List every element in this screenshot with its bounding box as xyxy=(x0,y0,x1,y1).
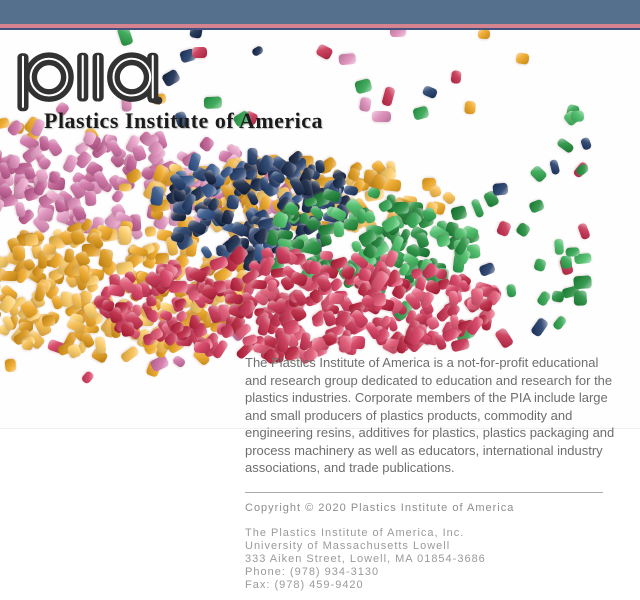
resin-pellet xyxy=(171,354,186,369)
about-text xyxy=(245,354,637,477)
resin-pellet xyxy=(428,185,442,199)
resin-pellet xyxy=(372,111,391,122)
resin-pellet xyxy=(529,165,548,184)
resin-pellet xyxy=(37,207,54,222)
resin-pellet xyxy=(450,338,470,353)
resin-pellet xyxy=(530,317,549,338)
about-line: and research group dedicated to education and research for the xyxy=(245,372,613,388)
resin-pellet xyxy=(556,137,575,154)
resin-pellet xyxy=(451,206,468,222)
resin-pellet xyxy=(72,293,82,310)
resin-pellet xyxy=(549,158,561,175)
resin-pellet xyxy=(62,154,79,174)
about-line: and small producers of plastics products, commodity and xyxy=(245,407,573,423)
resin-pellet xyxy=(553,239,563,255)
resin-pellet xyxy=(389,30,405,37)
resin-pellet xyxy=(551,314,567,330)
content-column xyxy=(245,354,637,592)
resin-pellet xyxy=(302,239,322,255)
resin-pellet xyxy=(421,85,437,99)
about-line: The Plastics Institute of America is a not-for-profit educational xyxy=(245,355,599,370)
resin-pellet xyxy=(144,226,156,237)
resin-pellet xyxy=(198,136,216,154)
resin-pellet xyxy=(412,105,430,121)
address-line: The Plastics Institute of America, Inc. xyxy=(245,526,465,539)
resin-pellet xyxy=(354,78,373,95)
resin-pellet xyxy=(339,335,352,353)
resin-pellet xyxy=(580,137,593,151)
resin-pellet xyxy=(493,183,509,196)
resin-pellet xyxy=(342,218,358,232)
resin-pellet xyxy=(350,336,365,350)
resin-pellet xyxy=(537,290,553,307)
resin-pellet xyxy=(259,177,268,192)
resin-pellet xyxy=(529,198,546,213)
resin-pellet xyxy=(478,261,496,276)
resin-pellet xyxy=(21,339,33,351)
resin-pellet xyxy=(267,279,277,291)
about-line: engineering resins, additives for plastics, plastics packaging and xyxy=(245,425,615,440)
logo-tagline: Plastics Institute of America xyxy=(44,108,324,133)
resin-pellet xyxy=(54,198,66,213)
resin-pellet xyxy=(574,291,587,307)
resin-pellet xyxy=(494,327,514,349)
resin-pellet xyxy=(17,246,26,260)
address-line: Phone: (978) 934-3130 xyxy=(245,565,380,578)
resin-pellet xyxy=(515,221,532,238)
address-line: 333 Aiken Street, Lowell, MA 01854-3686 xyxy=(245,552,486,565)
resin-pellet xyxy=(120,345,140,364)
resin-pellet xyxy=(94,336,106,354)
address-block xyxy=(245,527,637,592)
resin-pellet xyxy=(39,136,49,152)
pia-logo-mark xyxy=(14,42,166,114)
resin-pellet xyxy=(24,232,39,246)
resin-pellet xyxy=(394,201,409,214)
resin-pellet xyxy=(193,341,209,353)
resin-pellet xyxy=(246,148,257,165)
resin-pellet xyxy=(464,100,476,113)
pia-logo[interactable] xyxy=(14,42,344,134)
resin-pellet xyxy=(150,186,164,206)
resin-pellet xyxy=(111,189,125,204)
about-line: process machinery as well as educators, international industry xyxy=(245,442,603,458)
top-header-bar xyxy=(0,0,640,24)
resin-pellet xyxy=(515,53,529,66)
resin-pellet xyxy=(451,70,462,84)
resin-pellet xyxy=(329,293,344,304)
resin-pellet xyxy=(565,247,579,256)
resin-pellet xyxy=(357,208,365,223)
resin-pellet xyxy=(359,96,372,112)
resin-pellet xyxy=(146,295,157,307)
resin-pellet xyxy=(121,322,136,338)
resin-pellet xyxy=(571,111,584,123)
resin-pellet xyxy=(551,290,564,303)
resin-pellet xyxy=(334,221,345,237)
resin-pellet xyxy=(478,30,491,39)
resin-pellet xyxy=(250,279,267,289)
address-line: Fax: (978) 459-9420 xyxy=(245,578,364,591)
resin-pellet xyxy=(85,191,97,207)
resin-pellet xyxy=(276,247,290,265)
resin-pellet xyxy=(189,30,203,39)
resin-pellet xyxy=(49,171,61,184)
resin-pellet xyxy=(225,194,239,210)
resin-pellet xyxy=(448,290,458,306)
copyright-text: Copyright © 2020 Plastics Institute of America xyxy=(245,501,515,514)
resin-pellet xyxy=(533,258,547,273)
resin-pellet xyxy=(561,255,572,269)
resin-pellet xyxy=(496,220,512,237)
resin-pellet xyxy=(78,265,89,284)
resin-pellet xyxy=(119,183,132,192)
resin-pellet xyxy=(81,370,95,385)
resin-pellet xyxy=(470,198,485,219)
resin-pellet xyxy=(577,222,591,240)
resin-pellet xyxy=(4,359,16,373)
resin-pellet xyxy=(506,284,516,298)
address-line: University of Massachusetts Lowell xyxy=(245,539,451,552)
resin-pellet xyxy=(98,248,113,268)
resin-pellet xyxy=(118,226,131,245)
about-line: associations, and trade publications. xyxy=(245,460,455,475)
footer-divider xyxy=(245,492,603,493)
resin-pellet xyxy=(381,86,396,107)
resin-pellet xyxy=(319,250,333,260)
resin-pellet xyxy=(0,271,19,282)
resin-pellet xyxy=(574,275,592,289)
about-line: plastics industries. Corporate members of the PIA include large xyxy=(245,390,608,405)
resin-pellet xyxy=(41,315,55,328)
